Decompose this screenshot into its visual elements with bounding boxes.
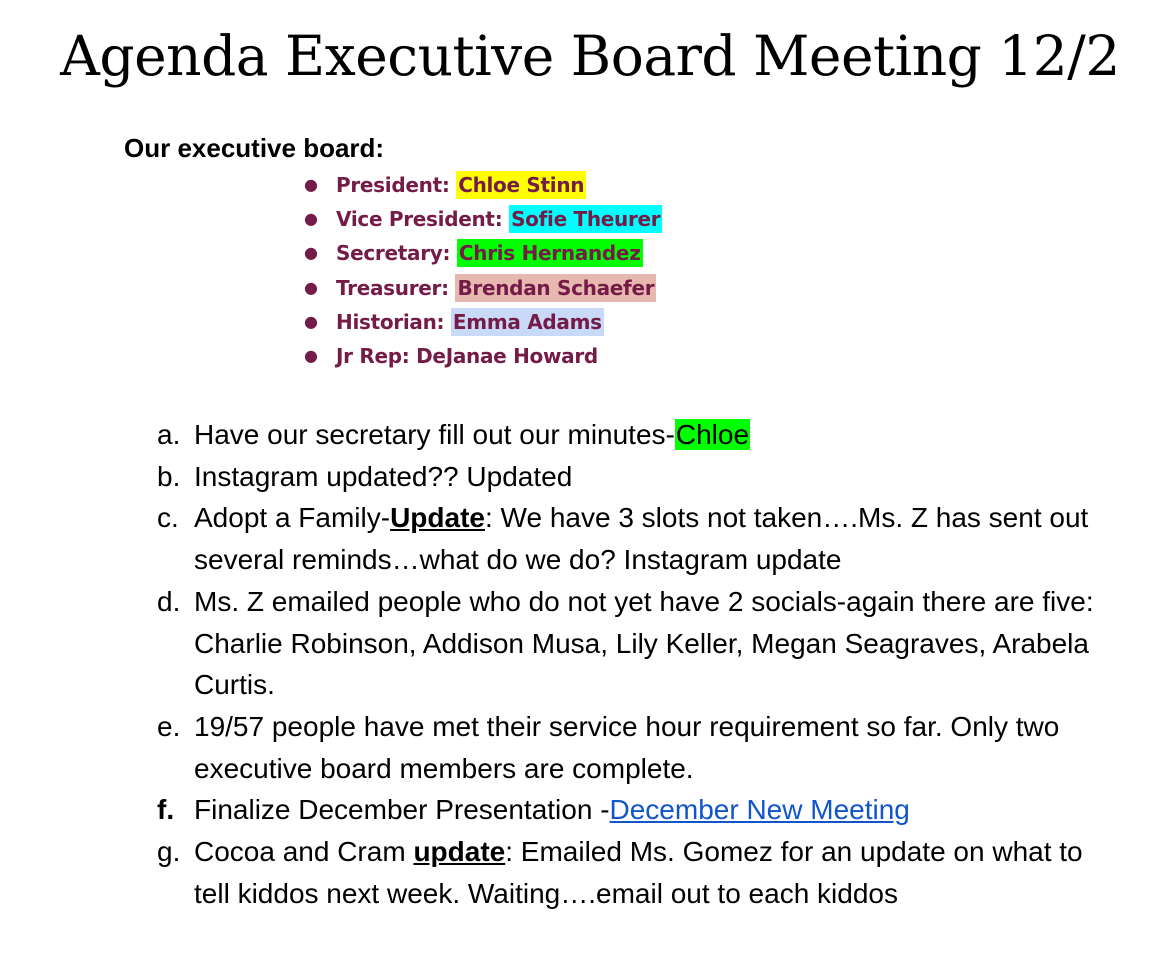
- board-member-list: [300, 168, 662, 373]
- agenda-item-g: [157, 831, 1117, 914]
- bullet-icon: ●: [304, 209, 318, 229]
- item-text: Cocoa and Cram: [194, 836, 414, 868]
- agenda-item-c: [157, 497, 1117, 580]
- board-member-vice-president: [300, 202, 662, 236]
- bullet-icon: ●: [304, 311, 318, 331]
- december-meeting-link[interactable]: December New Meeting: [609, 794, 910, 826]
- member-name: Brendan Schaefer: [457, 275, 655, 300]
- item-text: 19/57 people have met their service hour requirement so far. Only two executive board members are complete.: [194, 710, 1060, 784]
- item-text-cont: : We have 3 slots not taken….Ms. Z has sent out several reminds…what do we do? Instagram update: [194, 502, 1089, 576]
- item-marker: c.: [157, 502, 179, 534]
- item-text: Adopt a Family-: [194, 502, 391, 534]
- page-title: Agenda Executive Board Meeting 12/2: [60, 24, 1120, 88]
- agenda-item-a: [157, 414, 1117, 456]
- agenda-item-b: [157, 456, 1117, 498]
- member-name: Chloe Stinn: [458, 173, 585, 197]
- item-marker: a.: [157, 419, 181, 450]
- bullet-icon: ●: [304, 175, 318, 194]
- member-role: Vice President:: [336, 207, 510, 232]
- member-role: President:: [336, 173, 457, 197]
- board-member-treasurer: [300, 271, 662, 305]
- bullet-icon: ●: [304, 345, 318, 365]
- item-marker: b.: [157, 460, 181, 492]
- item-text: Finalize December Presentation -: [194, 794, 610, 826]
- item-marker: g.: [157, 836, 181, 868]
- bullet-icon: ●: [304, 277, 318, 297]
- item-text-cont: : Emailed Ms. Gomez for an update on what to tell kiddos next week. Waiting….email out to each kiddos: [194, 836, 1083, 909]
- member-role: Jr Rep:: [336, 343, 417, 368]
- update-emphasis: update: [413, 836, 506, 868]
- member-name: Chris Hernandez: [458, 241, 641, 266]
- board-heading: Our executive board:: [124, 133, 385, 163]
- item-marker: f.: [157, 794, 175, 826]
- highlighted-name: Chloe: [675, 419, 750, 450]
- item-text: Ms. Z emailed people who do not yet have 2 socials-again there are five: Charlie Robinson, Addison Musa, Lily Keller, Megan Seagraves, Arabela Curtis.: [194, 585, 1094, 701]
- agenda-list: [157, 414, 1117, 914]
- member-role: Historian:: [336, 309, 451, 334]
- update-emphasis: Update: [390, 502, 485, 534]
- board-member-president: [300, 168, 662, 202]
- item-text: Instagram updated?? Updated: [194, 460, 573, 492]
- board-member-secretary: [300, 236, 662, 270]
- bullet-icon: ●: [304, 243, 318, 263]
- member-role: Treasurer:: [336, 275, 456, 300]
- item-marker: e.: [157, 710, 181, 742]
- agenda-item-f: [157, 789, 1117, 831]
- board-member-historian: [300, 305, 662, 339]
- member-name: Emma Adams: [452, 309, 602, 334]
- agenda-item-d: [157, 581, 1117, 706]
- agenda-item-e: [157, 706, 1117, 789]
- board-member-jr-rep: [300, 339, 662, 373]
- member-name: Sofie Theurer: [511, 207, 661, 232]
- member-role: Secretary:: [336, 241, 457, 266]
- item-text: Have our secretary fill out our minutes-: [194, 419, 675, 450]
- item-marker: d.: [157, 585, 181, 617]
- member-name: DeJanae Howard: [416, 343, 598, 368]
